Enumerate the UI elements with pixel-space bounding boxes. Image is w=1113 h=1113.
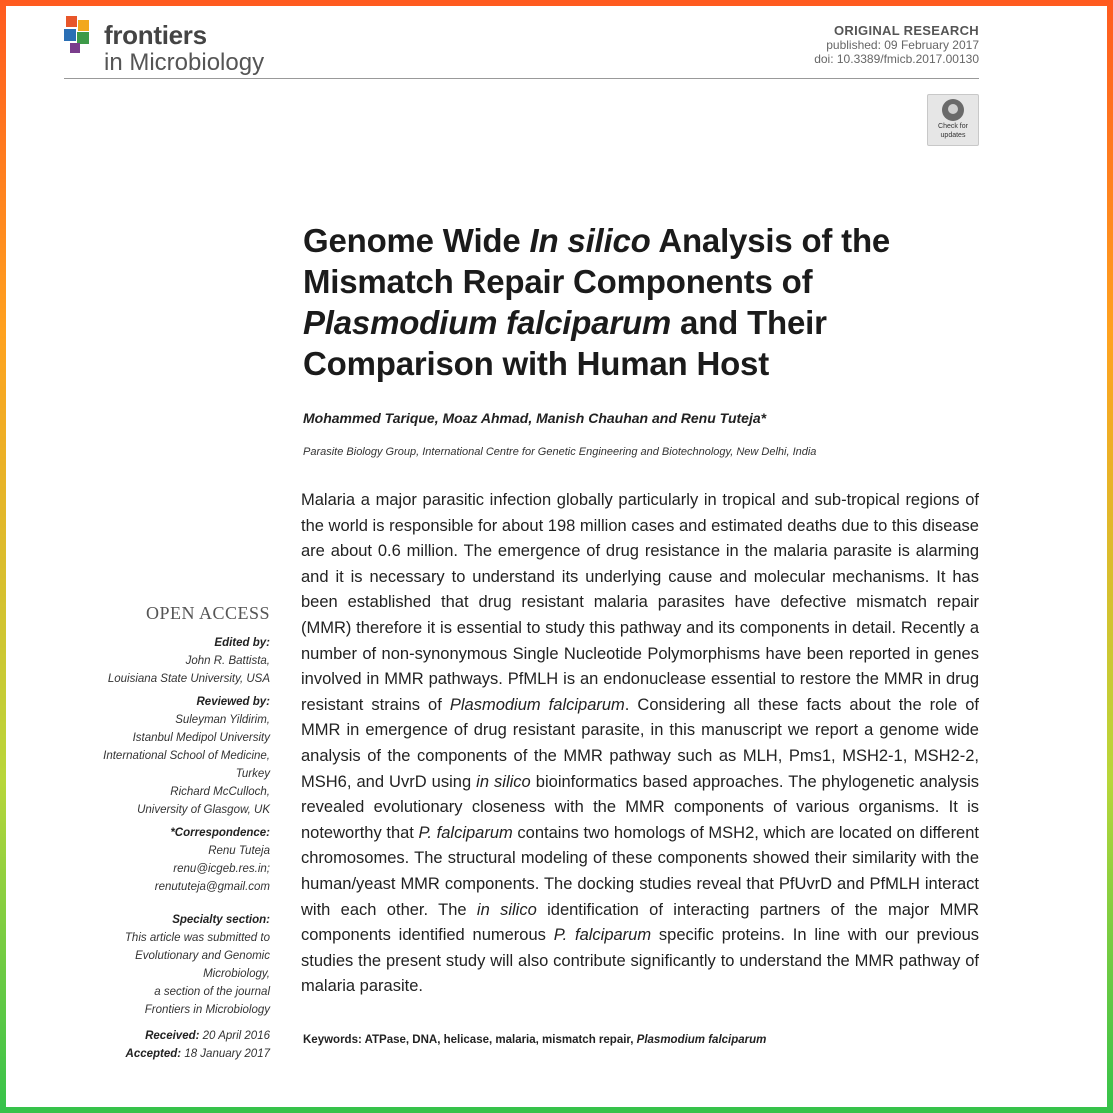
- affiliation: Parasite Biology Group, International Centre for Genetic Engineering and Biotechnology, New Delhi, India: [303, 446, 817, 458]
- check-label-2: updates: [940, 132, 966, 139]
- keywords: [303, 1034, 766, 1046]
- abstract-text: bioinformatics based approaches. The phylogenetic analysis revealed evolutionary closeness with the MMR components of various organisms. It is noteworthy that: [301, 772, 979, 842]
- reviewer-line: International School of Medicine,: [103, 750, 270, 762]
- article-sidebar: [62, 604, 270, 1063]
- article-type: ORIGINAL RESEARCH: [834, 23, 979, 38]
- article-page: [6, 6, 1107, 1107]
- check-for-updates-button[interactable]: [927, 94, 979, 146]
- abstract: [301, 488, 979, 1000]
- abstract-italic: P. falciparum: [553, 926, 652, 945]
- open-access-label: OPEN ACCESS: [145, 603, 270, 623]
- check-label-1: Check for: [938, 123, 968, 130]
- received-label: Received:: [145, 1030, 200, 1042]
- specialty-line: This article was submitted to: [124, 932, 270, 944]
- keywords-list: ATPase, DNA, helicase, malaria, mismatch repair,: [364, 1034, 637, 1046]
- abstract-text: . Considering all these facts about the role of MMR in emergence of drug resistant parasite, in this manuscript we report a genome wide analysis of the components of the MMR pathway such as MLH, Pms1, MSH2-1, MSH2-2, MSH6, and UvrD using: [301, 695, 979, 791]
- specialty-line: Microbiology,: [203, 968, 270, 980]
- header-divider: [64, 78, 979, 79]
- specialty-line: Evolutionary and Genomic: [135, 950, 270, 962]
- author-list: Mohammed Tarique, Moaz Ahmad, Manish Chauhan and Renu Tuteja*: [303, 410, 767, 426]
- accepted-date: [62, 1045, 270, 1063]
- abstract-italic: P. falciparum: [418, 823, 513, 842]
- keywords-label: Keywords:: [303, 1034, 365, 1046]
- specialty-line: a section of the journal: [154, 986, 270, 998]
- abstract-text: specific proteins. In line with our previous studies the present study will also contribute significantly to understand the MMR pathway of malaria parasite.: [301, 926, 979, 996]
- published-date: published: 09 February 2017: [826, 38, 979, 52]
- received-value: 20 April 2016: [199, 1030, 270, 1042]
- crossmark-icon: [942, 99, 964, 121]
- doi-link[interactable]: doi: 10.3389/fmicb.2017.00130: [814, 52, 979, 66]
- keywords-italic: Plasmodium falciparum: [636, 1034, 767, 1046]
- reviewer-line: Turkey: [235, 768, 270, 780]
- correspondence-heading: *Correspondence:: [170, 827, 270, 839]
- title-italic: Plasmodium falciparum: [303, 304, 672, 341]
- specialty-line: Frontiers in Microbiology: [144, 1004, 270, 1016]
- edited-by-heading: Edited by:: [214, 637, 270, 649]
- reviewer-line: University of Glasgow, UK: [137, 804, 270, 816]
- title-text: Analysis of the Mismatch Repair Components of: [303, 222, 891, 300]
- abstract-italic: in silico: [476, 772, 531, 791]
- reviewed-by-heading: Reviewed by:: [196, 696, 270, 708]
- correspondence-email[interactable]: renututeja@gmail.com: [154, 881, 270, 893]
- reviewer-line: Richard McCulloch,: [170, 786, 270, 798]
- editor-line: John R. Battista,: [185, 655, 270, 667]
- abstract-text: identification of interacting partners of the major MMR components identified numerous: [301, 900, 979, 945]
- title-text: Genome Wide: [303, 222, 530, 259]
- title-text: and Their Comparison with Human Host: [303, 304, 827, 382]
- article-title: [303, 220, 993, 384]
- title-italic: In silico: [529, 222, 651, 259]
- reviewer-line: Suleyman Yildirim,: [175, 714, 270, 726]
- accepted-value: 18 January 2017: [181, 1048, 270, 1060]
- accepted-label: Accepted:: [125, 1048, 182, 1060]
- frontiers-logo-icon: [64, 16, 98, 54]
- correspondence-name: Renu Tuteja: [208, 845, 270, 857]
- abstract-text: contains two homologs of MSH2, which are located on different chromosomes. The structural modeling of these components showed their similarity with the human/yeast MMR components. The docking studies reveal that PfUvrD and PfMLH interact with each other. The: [301, 823, 979, 919]
- journal-name-line2: in Microbiology: [104, 49, 265, 76]
- article-meta: [814, 24, 979, 66]
- abstract-italic: in silico: [476, 900, 537, 919]
- reviewer-line: Istanbul Medipol University: [132, 732, 270, 744]
- journal-name-line1: frontiers: [104, 20, 207, 50]
- correspondence-email[interactable]: renu@icgeb.res.in;: [173, 863, 270, 875]
- abstract-text: Malaria a major parasitic infection globally particularly in tropical and sub-tropical regions of the world is responsible for about 198 million cases and estimated deaths due to this disease are about 0.6 million. The emergence of drug resistance in the malaria parasite is alarming and it is necessary to understand its underlying cause and molecular mechanisms. It has been established that drug resistant malaria parasites have defective mismatch repair (MMR) therefore it is essential to study this pathway and its components in detail. Recently a number of non-synonymous Single Nucleotide Polymorphisms have been reported in genes involved in MMR pathways. PfMLH is an endonuclease essential to restore the MMR in drug resistant strains of: [301, 491, 979, 714]
- journal-logo[interactable]: [64, 12, 294, 78]
- specialty-heading: Specialty section:: [172, 914, 270, 926]
- received-date: [62, 1027, 270, 1045]
- abstract-italic: Plasmodium falciparum: [449, 695, 625, 714]
- editor-line: Louisiana State University, USA: [107, 673, 270, 685]
